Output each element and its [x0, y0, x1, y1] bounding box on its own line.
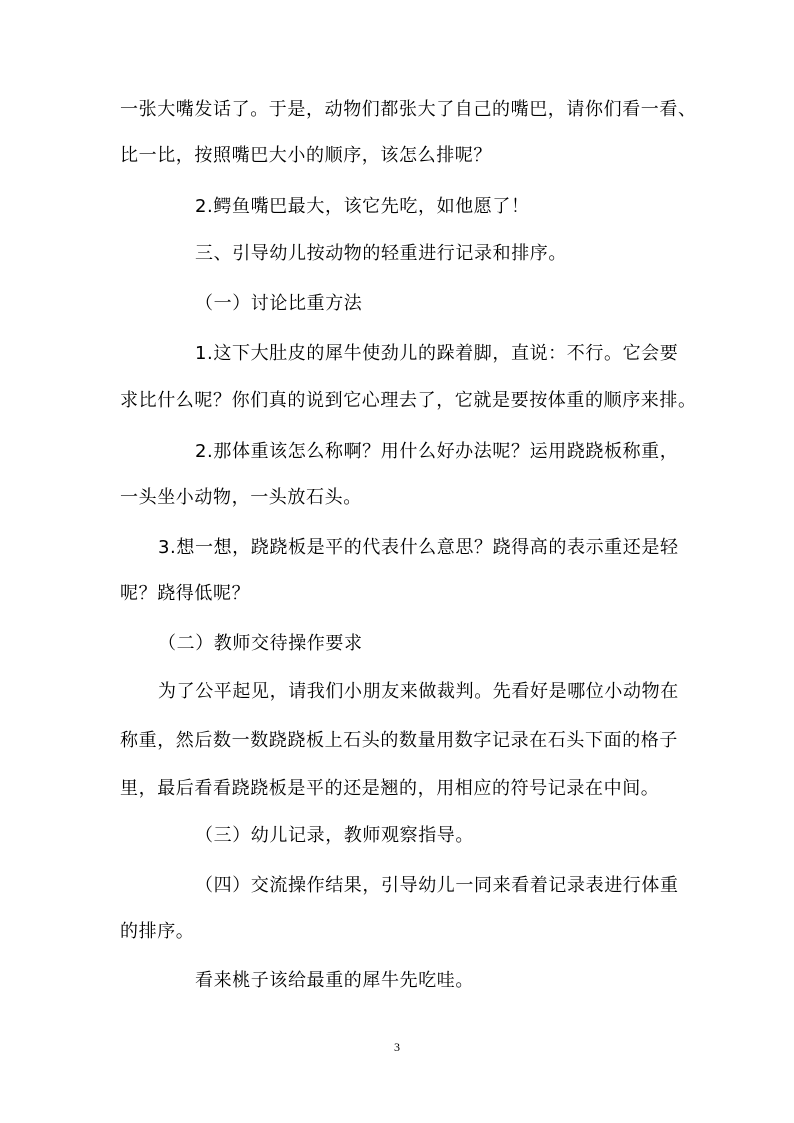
- text-line: 比一比，按照嘴巴大小的顺序，该怎么排呢？: [120, 145, 492, 166]
- text-line: 的排序。: [120, 921, 195, 942]
- text-line: （四）交流操作结果，引导幼儿一同来看着记录表进行体重: [195, 875, 679, 896]
- text-line: 为了公平起见，请我们小朋友来做裁判。先看好是哪位小动物在: [158, 681, 679, 702]
- text-line: （一）讨论比重方法: [195, 293, 363, 314]
- text-line: 看来桃子该给最重的犀牛先吃哇。: [195, 970, 474, 991]
- text-line: 里，最后看看跷跷板是平的还是翘的，用相应的符号记录在中间。: [120, 778, 660, 799]
- text-line: 3.想一想，跷跷板是平的代表什么意思？跷得高的表示重还是轻: [158, 537, 679, 558]
- text-line: 2.那体重该怎么称啊？用什么好办法呢？运用跷跷板称重，: [195, 441, 679, 462]
- text-line: 称重，然后数一数跷跷板上石头的数量用数字记录在石头下面的格子: [120, 730, 678, 751]
- text-line: 1.这下大肚皮的犀牛使劲儿的跺着脚，直说：不行。它会要: [195, 343, 679, 364]
- text-line: 一头坐小动物，一头放石头。: [120, 487, 362, 508]
- text-line: 2.鳄鱼嘴巴最大，该它先吃，如他愿了！: [195, 196, 530, 217]
- page-number: 3: [394, 1040, 400, 1054]
- text-line: 一张大嘴发话了。于是，动物们都张大了自己的嘴巴，请你们看一看、: [120, 99, 697, 120]
- text-line: （二）教师交待操作要求: [158, 633, 363, 654]
- text-line: 三、引导幼儿按动物的轻重进行记录和排序。: [195, 243, 567, 264]
- text-line: 呢？跷得低呢？: [120, 583, 251, 604]
- text-line: 求比什么呢？你们真的说到它心理去了，它就是要按体重的顺序来排。: [120, 390, 697, 411]
- text-line: （三）幼儿记录，教师观察指导。: [195, 825, 474, 846]
